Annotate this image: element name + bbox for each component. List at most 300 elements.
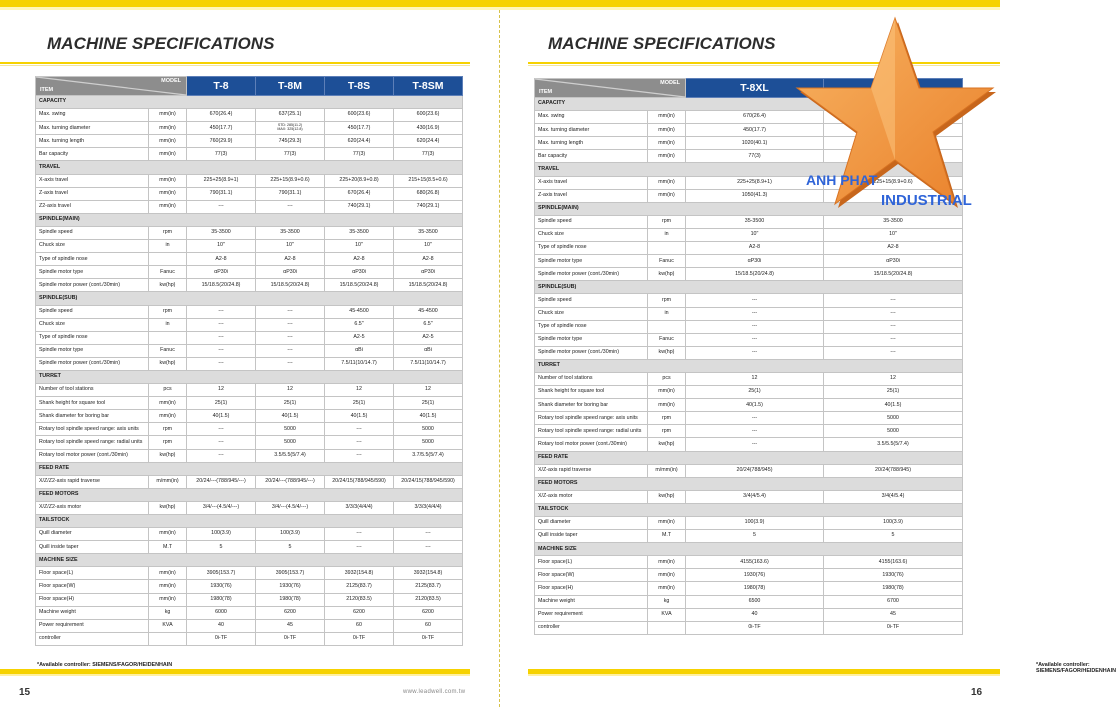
spec-value: 100(3.9): [686, 517, 824, 530]
spec-unit: mm(in): [149, 410, 187, 423]
section-row: [36, 213, 463, 226]
watermark-line2: INDUSTRIAL: [881, 192, 972, 209]
spec-unit: in: [648, 307, 686, 320]
top-accent-stripe-light: [500, 7, 1000, 10]
table-row: [535, 464, 963, 477]
spec-unit: mm(in): [149, 580, 187, 593]
spec-value: 5000: [256, 436, 325, 449]
table-row: [36, 122, 463, 135]
spec-value: 0i-TF: [686, 621, 824, 634]
spec-unit: [648, 621, 686, 634]
spec-unit: [149, 632, 187, 645]
spec-value: ---: [824, 294, 963, 307]
spec-value: 45-4500: [394, 305, 463, 318]
spec-value: ---: [256, 305, 325, 318]
spec-value: 12: [256, 384, 325, 397]
section-row: [36, 96, 463, 109]
spec-value: A2-8: [686, 242, 824, 255]
spec-value: A2-8: [256, 253, 325, 266]
spec-value: 1020(40.1): [686, 137, 824, 150]
spec-unit: rpm: [648, 294, 686, 307]
spec-item: Spindle motor type: [535, 333, 648, 346]
spec-value: 2125(83.7): [394, 580, 463, 593]
spec-unit: in: [149, 240, 187, 253]
spec-value: A2-8: [824, 242, 963, 255]
spec-value: αBi: [394, 344, 463, 357]
top-accent-stripe-light: [0, 7, 500, 10]
spec-item: Spindle motor power (cont./30min): [36, 279, 149, 292]
spec-value: ---: [686, 294, 824, 307]
spec-value: 680(26.8): [394, 187, 463, 200]
spec-value: 6000: [187, 606, 256, 619]
spec-item: Quill inside taper: [535, 530, 648, 543]
spec-value: ---: [686, 307, 824, 320]
spec-value: ---: [686, 320, 824, 333]
spec-value: 45: [256, 619, 325, 632]
spec-item: Spindle motor type: [36, 266, 149, 279]
spec-value: 3932(154.8): [394, 567, 463, 580]
spec-value: ---: [686, 412, 824, 425]
spec-unit: kg: [149, 606, 187, 619]
spec-value: ---: [187, 357, 256, 370]
spec-item: Max. turning length: [535, 137, 648, 150]
table-row: [535, 320, 963, 333]
spec-item: Machine weight: [36, 606, 149, 619]
table-row: [36, 305, 463, 318]
spec-item: Z-axis travel: [36, 187, 149, 200]
spec-unit: mm(in): [648, 517, 686, 530]
spec-value-line: STD: 285(11.2): [277, 123, 303, 128]
spec-value: [256, 122, 325, 135]
spec-value: 6500: [686, 595, 824, 608]
section-row: [36, 370, 463, 383]
spec-value: 100(3.9): [824, 517, 963, 530]
spec-value: 7.5/11(10/14.7): [394, 357, 463, 370]
spec-unit: kw(hp): [149, 357, 187, 370]
spec-unit: Fanuc: [648, 255, 686, 268]
spec-item: Spindle motor type: [535, 255, 648, 268]
spec-unit: kg: [648, 595, 686, 608]
spec-value: 10": [256, 240, 325, 253]
table-row: [36, 528, 463, 541]
section-label: CAPACITY: [535, 98, 963, 111]
table-row: [36, 384, 463, 397]
table-header-row: [36, 77, 463, 96]
spec-unit: mm(in): [648, 189, 686, 202]
item-label: ITEM: [40, 86, 54, 93]
spec-value: ---: [686, 425, 824, 438]
section-row: [36, 488, 463, 501]
spec-value: 60: [394, 619, 463, 632]
table-row: [36, 279, 463, 292]
spec-item: X/Z-axis motor: [535, 490, 648, 503]
spec-item: Shank height for square tool: [535, 386, 648, 399]
spec-item: Floor space(L): [535, 556, 648, 569]
spec-value: 5000: [824, 412, 963, 425]
spec-value: ---: [394, 541, 463, 554]
spec-value: 760(29.9): [187, 135, 256, 148]
spec-value: 3/3/3(4/4/4): [325, 501, 394, 514]
spec-item: Spindle motor power (cont./30min): [535, 268, 648, 281]
model-label: MODEL: [660, 80, 680, 86]
spec-value: 6.5": [394, 318, 463, 331]
spec-value: ---: [686, 333, 824, 346]
spec-unit: kw(hp): [149, 449, 187, 462]
spec-item: Floor space(W): [535, 569, 648, 582]
page-number-right: 16: [971, 687, 983, 698]
spec-value: 12: [686, 372, 824, 385]
spec-item: Z2-axis travel: [36, 200, 149, 213]
section-label: FEED RATE: [36, 462, 463, 475]
section-label: SPINDLE(SUB): [535, 281, 963, 294]
section-label: SPINDLE(MAIN): [535, 202, 963, 215]
spec-value: A2-5: [325, 331, 394, 344]
spec-unit: pcs: [149, 384, 187, 397]
spec-unit: kw(hp): [648, 438, 686, 451]
spec-item: Chuck size: [36, 318, 149, 331]
spec-unit: rpm: [149, 423, 187, 436]
spec-value: A2-8: [187, 253, 256, 266]
spec-value: 77(3): [187, 148, 256, 161]
spec-value: ---: [325, 423, 394, 436]
spec-unit: mm(in): [648, 124, 686, 137]
spec-value: 5: [824, 530, 963, 543]
spec-value: 15/18.5(20/24.8): [686, 268, 824, 281]
spec-item: Power requirement: [36, 619, 149, 632]
spec-value: 15/18.5(20/24.8): [824, 268, 963, 281]
table-row: [36, 200, 463, 213]
spec-value: ---: [187, 318, 256, 331]
spec-value: ---: [824, 333, 963, 346]
spec-unit: mm(in): [648, 399, 686, 412]
spec-value: 6700: [824, 595, 963, 608]
table-row: [36, 619, 463, 632]
spec-value: 6200: [256, 606, 325, 619]
spec-unit: kw(hp): [149, 501, 187, 514]
spec-value: 100(3.9): [256, 528, 325, 541]
table-row: [36, 135, 463, 148]
spec-item: controller: [36, 632, 149, 645]
top-accent-stripe: [0, 0, 500, 7]
spec-value: 35-3500: [187, 226, 256, 239]
table-row: [535, 228, 963, 241]
spec-value: 6.5": [325, 318, 394, 331]
spec-value: 1930(76): [187, 580, 256, 593]
section-label: TRAVEL: [535, 163, 963, 176]
spec-item: Spindle speed: [36, 305, 149, 318]
spec-unit: Fanuc: [149, 344, 187, 357]
section-row: [36, 292, 463, 305]
spec-value: 6200: [325, 606, 394, 619]
page-title: MACHINE SPECIFICATIONS: [548, 34, 776, 53]
section-row: [36, 554, 463, 567]
table-row: [36, 397, 463, 410]
spec-value: 670(26.4): [686, 111, 824, 124]
spec-value: 3/4/---(4.5/4/---): [256, 501, 325, 514]
website-url: www.leadwell.com.tw: [403, 689, 466, 695]
spec-value: 40(1.5): [256, 410, 325, 423]
spec-value: 225+15(8.9+0.6): [256, 174, 325, 187]
spec-item: Shank diameter for boring bar: [535, 399, 648, 412]
section-label: TRAVEL: [36, 161, 463, 174]
section-row: [36, 462, 463, 475]
spec-item: Z-axis travel: [535, 189, 648, 202]
spec-item: Type of spindle nose: [36, 253, 149, 266]
section-row: [36, 515, 463, 528]
spec-item: Type of spindle nose: [535, 320, 648, 333]
spec-value: 1980(78): [256, 593, 325, 606]
spec-unit: mm(in): [648, 176, 686, 189]
spec-unit: rpm: [149, 305, 187, 318]
spec-item: Rotary tool spindle speed range: axis units: [36, 423, 149, 436]
spec-value: 5000: [256, 423, 325, 436]
spec-value: ---: [187, 200, 256, 213]
watermark-line1: ANH PHAT: [806, 172, 878, 188]
spec-value: 225+25(8.9+1): [187, 174, 256, 187]
table-row: [535, 556, 963, 569]
section-row: [535, 451, 963, 464]
spec-item: Spindle motor type: [36, 344, 149, 357]
spec-item: Spindle speed: [36, 226, 149, 239]
section-label: FEED MOTORS: [535, 477, 963, 490]
spec-unit: mm(in): [648, 556, 686, 569]
spec-value: αP30i: [187, 266, 256, 279]
spec-value: 10": [394, 240, 463, 253]
spec-value: αP30i: [256, 266, 325, 279]
title-underline: [0, 62, 470, 64]
spec-unit: m/mm(in): [648, 464, 686, 477]
spec-value: 15/18.5(20/24.8): [187, 279, 256, 292]
table-row: [535, 386, 963, 399]
spec-value: αP30i: [394, 266, 463, 279]
spec-unit: rpm: [648, 412, 686, 425]
spec-value: 10": [824, 228, 963, 241]
spec-value: 637(25.1): [256, 109, 325, 122]
table-row: [535, 399, 963, 412]
table-row: [535, 569, 963, 582]
spec-value: αP30i: [686, 255, 824, 268]
spec-item: Type of spindle nose: [535, 242, 648, 255]
model-label: MODEL: [161, 78, 181, 84]
top-accent-stripe: [500, 0, 1000, 7]
spec-value: 3/4/---(4.5/4/---): [187, 501, 256, 514]
spec-unit: mm(in): [648, 150, 686, 163]
spec-value: 450(17.7): [686, 124, 824, 137]
table-row: [535, 333, 963, 346]
spec-unit: Fanuc: [648, 333, 686, 346]
spec-unit: kw(hp): [648, 346, 686, 359]
model-header-t8xl: T-8XL: [686, 79, 824, 98]
spec-value: 40: [686, 608, 824, 621]
spec-item: Spindle motor power (cont./30min): [535, 346, 648, 359]
spec-value: 1930(76): [686, 569, 824, 582]
table-row: [36, 174, 463, 187]
spec-value: ---: [256, 331, 325, 344]
section-row: [36, 161, 463, 174]
spec-unit: mm(in): [149, 187, 187, 200]
table-row: [535, 530, 963, 543]
spec-unit: mm(in): [149, 200, 187, 213]
spec-value: 450(17.7): [187, 122, 256, 135]
section-row: [535, 281, 963, 294]
spec-value: 790(31.1): [187, 187, 256, 200]
spec-value: 40(1.5): [187, 410, 256, 423]
spec-value: 35-3500: [256, 226, 325, 239]
section-label: FEED MOTORS: [36, 488, 463, 501]
spec-value: 25(1): [686, 386, 824, 399]
spec-table: [35, 76, 463, 646]
bottom-accent-stripe-light: [528, 674, 1000, 676]
spec-value: 15/18.5(20/24.8): [325, 279, 394, 292]
table-row: [535, 372, 963, 385]
spec-unit: kw(hp): [648, 490, 686, 503]
table-row: [36, 632, 463, 645]
table-row: [535, 490, 963, 503]
spec-value: 745(29.3): [256, 135, 325, 148]
spec-unit: rpm: [648, 425, 686, 438]
section-label: CAPACITY: [36, 96, 463, 109]
spec-value: 60: [325, 619, 394, 632]
spec-unit: rpm: [648, 215, 686, 228]
table-row: [36, 357, 463, 370]
spec-value: 12: [187, 384, 256, 397]
spec-value: 25(1): [325, 397, 394, 410]
spec-unit: mm(in): [149, 148, 187, 161]
spec-value: 3.7/5.5(5/7.4): [394, 449, 463, 462]
section-label: TAILSTOCK: [535, 503, 963, 516]
table-row: [535, 595, 963, 608]
left-page: [0, 0, 500, 707]
model-header-t8: T-8: [187, 77, 256, 96]
spec-value: 35-3500: [686, 215, 824, 228]
section-label: SPINDLE(SUB): [36, 292, 463, 305]
spec-value: 215+15(8.5+0.6): [394, 174, 463, 187]
spec-unit: mm(in): [149, 109, 187, 122]
spec-value: αBi: [325, 344, 394, 357]
table-row: [36, 593, 463, 606]
spec-item: X/Z/Z2-axis rapid traverse: [36, 475, 149, 488]
table-row: [36, 318, 463, 331]
spec-value: ---: [686, 438, 824, 451]
spec-unit: KVA: [149, 619, 187, 632]
table-row: [535, 307, 963, 320]
spec-value: 740(29.1): [325, 200, 394, 213]
spec-value: 25(1): [256, 397, 325, 410]
spec-item: Quill diameter: [535, 517, 648, 530]
table-row: [36, 226, 463, 239]
spec-value: ---: [187, 436, 256, 449]
spec-value: 20/24/15(788/945/590): [394, 475, 463, 488]
spec-item: X/Z/Z2-axis motor: [36, 501, 149, 514]
table-row: [36, 344, 463, 357]
table-row: [36, 266, 463, 279]
table-row: [36, 253, 463, 266]
spec-value: A2-8: [325, 253, 394, 266]
spec-item: Rotary tool spindle speed range: radial units: [36, 436, 149, 449]
section-label: MACHINE SIZE: [36, 554, 463, 567]
spec-value: 12: [325, 384, 394, 397]
spec-value: 20/24/---(788/945/---): [256, 475, 325, 488]
spec-unit: mm(in): [149, 593, 187, 606]
table-row: [535, 242, 963, 255]
spec-item: Number of tool stations: [535, 372, 648, 385]
table-row: [535, 517, 963, 530]
table-row: [36, 501, 463, 514]
spec-item: X-axis travel: [535, 176, 648, 189]
spec-item: Quill diameter: [36, 528, 149, 541]
spec-item: X/Z-axis rapid traverse: [535, 464, 648, 477]
section-row: [535, 503, 963, 516]
table-row: [36, 567, 463, 580]
table-row: [535, 255, 963, 268]
spec-value: ---: [824, 346, 963, 359]
table-row: [36, 436, 463, 449]
table-row: [36, 475, 463, 488]
spec-item: Max. turning diameter: [535, 124, 648, 137]
spec-value: 600(23.6): [394, 109, 463, 122]
spec-unit: rpm: [149, 436, 187, 449]
spec-value: 7.5/11(10/14.7): [325, 357, 394, 370]
spec-unit: pcs: [648, 372, 686, 385]
spec-unit: mm(in): [149, 135, 187, 148]
spec-value: 450(17.7): [325, 122, 394, 135]
spec-value: 40: [187, 619, 256, 632]
spec-value: 5000: [824, 425, 963, 438]
section-label: MACHINE SIZE: [535, 543, 963, 556]
spec-unit: in: [648, 228, 686, 241]
spec-item: Chuck size: [535, 228, 648, 241]
item-model-header: [535, 79, 686, 98]
bottom-accent-stripe-light: [0, 674, 470, 676]
spec-value: 0i-TF: [325, 632, 394, 645]
spec-unit: mm(in): [149, 397, 187, 410]
spec-unit: mm(in): [648, 569, 686, 582]
item-label: ITEM: [539, 88, 553, 95]
table-row: [535, 438, 963, 451]
item-model-header: [36, 77, 187, 96]
spec-value: 77(3): [325, 148, 394, 161]
spec-value: 12: [394, 384, 463, 397]
table-row: [535, 412, 963, 425]
spec-value: 620(24.4): [394, 135, 463, 148]
spec-value: 5000: [394, 436, 463, 449]
spec-value: ---: [187, 423, 256, 436]
model-header-t8s: T-8S: [325, 77, 394, 96]
spec-value: 100(3.9): [187, 528, 256, 541]
spec-value: 10": [187, 240, 256, 253]
spec-unit: [648, 320, 686, 333]
spec-value: 225+15(8.9+0.6): [824, 176, 963, 189]
spec-value: 2120(83.5): [394, 593, 463, 606]
spec-item: Power requirement: [535, 608, 648, 621]
spec-unit: mm(in): [648, 137, 686, 150]
section-label: TURRET: [36, 370, 463, 383]
spec-value: 0i-TF: [256, 632, 325, 645]
spec-unit: [149, 253, 187, 266]
spec-value: 1980(78): [824, 582, 963, 595]
table-row: [36, 148, 463, 161]
spec-value: 4155(163.6): [824, 556, 963, 569]
spec-item: Rotary tool spindle speed range: radial units: [535, 425, 648, 438]
table-row: [36, 423, 463, 436]
spec-item: Shank height for square tool: [36, 397, 149, 410]
spec-value: 790(31.1): [256, 187, 325, 200]
section-row: [535, 543, 963, 556]
spec-value: ---: [325, 528, 394, 541]
table-row: [535, 268, 963, 281]
spec-value: ---: [256, 318, 325, 331]
spec-value: A2-5: [394, 331, 463, 344]
